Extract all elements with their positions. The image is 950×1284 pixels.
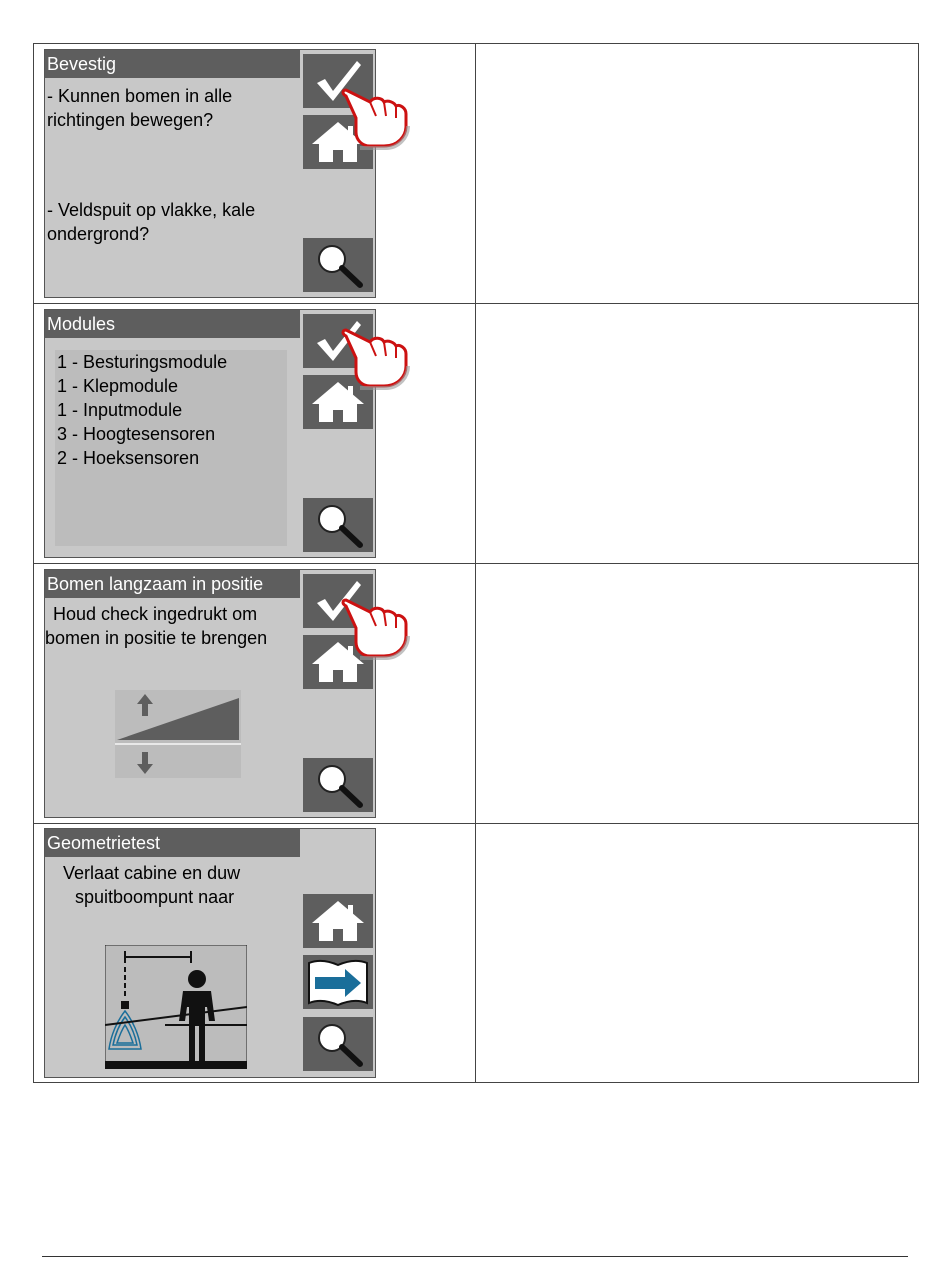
list-item: 2 - Hoeksensoren [57,448,200,468]
screen-bomen-positie [44,569,376,818]
screen-line: richtingen bewegen? [47,110,214,130]
list-item: 1 - Besturingsmodule [57,352,228,372]
description-cell [476,824,918,1084]
zoom-button[interactable] [301,496,375,554]
list-item: 3 - Hoogtesensoren [57,424,216,444]
description-cell [476,44,918,303]
zoom-button[interactable] [301,236,375,294]
zoom-button[interactable] [301,1015,375,1073]
home-icon [310,899,366,943]
zoom-button[interactable] [301,756,375,814]
table-row [34,824,918,1084]
description-cell [476,304,918,563]
magnifier-icon [310,761,366,809]
screen-line: Houd check ingedrukt om [53,604,258,624]
magnifier-icon [310,501,366,549]
screen-line: Verlaat cabine en duw [63,863,241,883]
magnifier-icon [310,241,366,289]
list-item: 1 - Klepmodule [57,376,179,396]
screen-modules [44,309,376,558]
screen-bevestig [44,49,376,298]
boom-height-graphic [115,690,241,778]
document-table [33,43,919,1083]
home-button[interactable] [301,892,375,950]
pointing-hand-icon [340,328,410,390]
table-row [34,304,918,564]
footer-rule [42,1256,908,1257]
description-cell [476,564,918,823]
geometry-test-illustration [105,945,247,1069]
screen-title: Geometrietest [45,829,300,857]
table-row [34,564,918,824]
manual-arrow-icon [307,957,369,1007]
screen-line: - Kunnen bomen in alle [47,86,233,106]
screen-title: Modules [45,310,300,338]
screen-geometrietest [44,828,376,1078]
screen-title: Bomen langzaam in positie [45,570,300,598]
pointing-hand-icon [340,598,410,660]
pointing-hand-icon [340,88,410,150]
screen-line: spuitboompunt naar [75,887,235,907]
screen-line: ondergrond? [47,224,150,244]
manual-button[interactable] [301,953,375,1011]
magnifier-icon [310,1020,366,1068]
list-item: 1 - Inputmodule [57,400,183,420]
screen-line: bomen in positie te brengen [45,628,268,648]
table-row [34,44,918,304]
screen-title: Bevestig [45,50,300,78]
screen-line: - Veldspuit op vlakke, kale [47,200,256,220]
